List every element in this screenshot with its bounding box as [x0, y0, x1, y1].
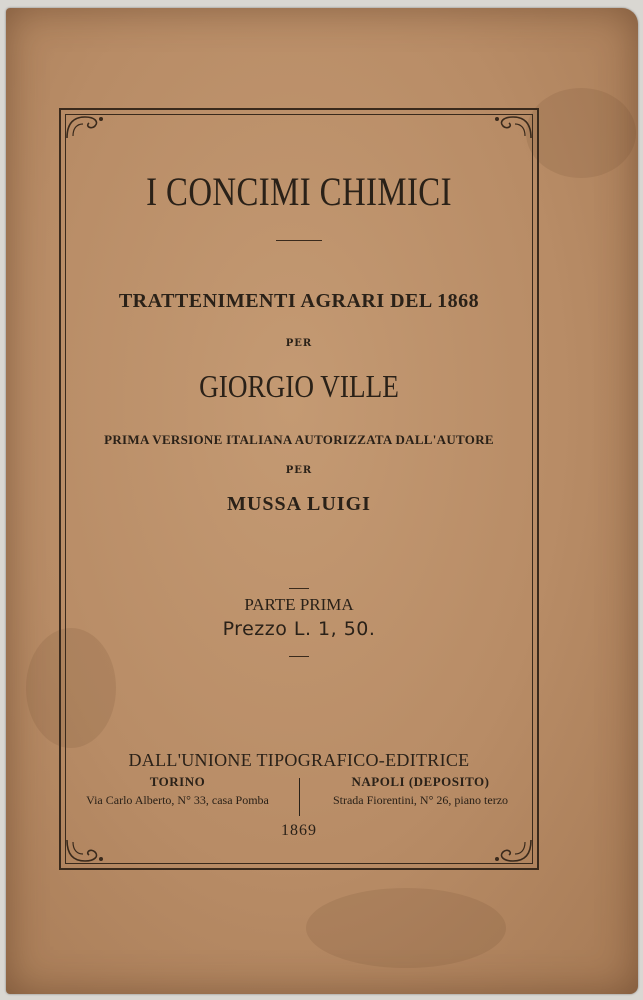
publisher-name: DALL'UNIONE TIPOGRAFICO-EDITRICE [128, 750, 470, 770]
translator-name: MUSSA LUIGI [227, 493, 371, 515]
location-torino [69, 774, 287, 808]
part-label: PARTE PRIMA [244, 595, 354, 614]
corner-ornament-icon [65, 114, 109, 140]
book-subtitle: TRATTENIMENTI AGRARI DEL 1868 [118, 290, 480, 312]
location-napoli [312, 774, 530, 808]
per-label: PER [285, 465, 313, 476]
paper-stain [306, 888, 506, 968]
corner-ornament-icon [489, 114, 533, 140]
publication-year: 1869 [281, 822, 317, 839]
part-rule [289, 588, 309, 589]
ornamental-border [59, 108, 539, 870]
translation-note: PRIMA VERSIONE ITALIANA AUTORIZZATA DALL'AUTORE [104, 432, 494, 447]
city-name: TORINO [149, 774, 206, 789]
city-address: Strada Fiorentini, N° 26, piano terzo [332, 793, 509, 807]
title-rule [276, 240, 322, 241]
author-name: GIORGIO VILLE [199, 368, 399, 404]
book-title: I CONCIMI CHIMICI [146, 169, 452, 214]
city-name: NAPOLI (DEPOSITO) [351, 774, 490, 789]
price-rule [289, 656, 309, 657]
price-label: Prezzo L. 1, 50. [222, 618, 376, 640]
corner-ornament-icon [489, 838, 533, 864]
corner-ornament-icon [65, 838, 109, 864]
city-address: Via Carlo Alberto, N° 33, casa Pomba [86, 793, 269, 807]
publisher-locations [61, 774, 537, 816]
book-cover [6, 8, 638, 994]
location-divider [299, 778, 300, 816]
paper-stain [526, 88, 636, 178]
per-label: PER [285, 338, 313, 349]
